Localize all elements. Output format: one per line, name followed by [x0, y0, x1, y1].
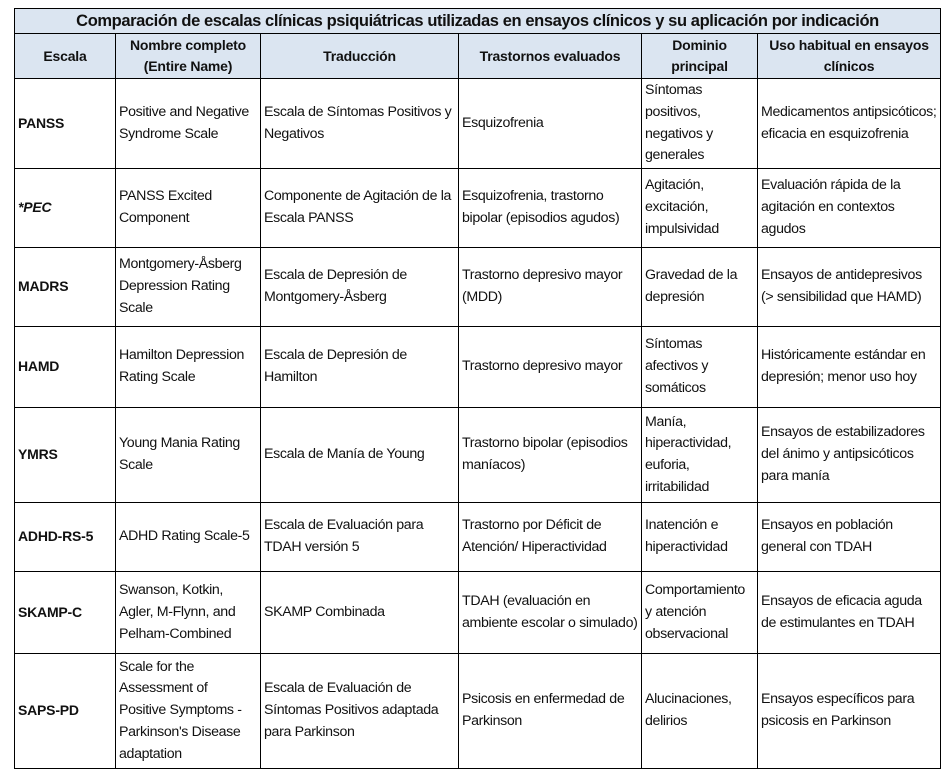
- cell-use: Ensayos específicos para psicosis en Parkinson: [758, 654, 941, 769]
- cell-full-name: Young Mania Rating Scale: [116, 408, 261, 503]
- cell-disorders: Trastorno por Déficit de Atención/ Hiperactividad: [459, 503, 642, 572]
- cell-use: Ensayos de estabilizadores del ánimo y antipsicóticos para manía: [758, 408, 941, 503]
- cell-scale: PANSS: [15, 79, 116, 169]
- cell-full-name: ADHD Rating Scale-5: [116, 503, 261, 572]
- cell-translation: Componente de Agitación de la Escala PANSS: [261, 169, 459, 248]
- cell-disorders: Esquizofrenia, trastorno bipolar (episodios agudos): [459, 169, 642, 248]
- header-scale: Escala: [15, 34, 116, 79]
- cell-full-name: Hamilton Depression Rating Scale: [116, 327, 261, 408]
- cell-translation: Escala de Evaluación para TDAH versión 5: [261, 503, 459, 572]
- cell-translation: Escala de Síntomas Positivos y Negativos: [261, 79, 459, 169]
- header-disorders: Trastornos evaluados: [459, 34, 642, 79]
- cell-scale: *PEC: [15, 169, 116, 248]
- cell-translation: Escala de Evaluación de Síntomas Positivos adaptada para Parkinson: [261, 654, 459, 769]
- cell-full-name: PANSS Excited Component: [116, 169, 261, 248]
- cell-disorders: Trastorno depresivo mayor: [459, 327, 642, 408]
- header-domain: Dominio principal: [642, 34, 758, 79]
- cell-scale: YMRS: [15, 408, 116, 503]
- cell-domain: Síntomas afectivos y somáticos: [642, 327, 758, 408]
- cell-use: Medicamentos antipsicóticos; eficacia en esquizofrenia: [758, 79, 941, 169]
- cell-full-name: Montgomery-Åsberg Depression Rating Scale: [116, 248, 261, 327]
- header-translation: Traducción: [261, 34, 459, 79]
- cell-domain: Manía, hiperactividad, euforia, irritabilidad: [642, 408, 758, 503]
- cell-use: Históricamente estándar en depresión; menor uso hoy: [758, 327, 941, 408]
- header-row: [15, 34, 941, 79]
- cell-scale: SKAMP-C: [15, 572, 116, 654]
- cell-scale: MADRS: [15, 248, 116, 327]
- title-row: [15, 9, 941, 34]
- cell-translation: SKAMP Combinada: [261, 572, 459, 654]
- table-row: [15, 327, 941, 408]
- cell-disorders: TDAH (evaluación en ambiente escolar o simulado): [459, 572, 642, 654]
- table-row: [15, 408, 941, 503]
- header-use: Uso habitual en ensayos clínicos: [758, 34, 941, 79]
- cell-scale: SAPS-PD: [15, 654, 116, 769]
- cell-domain: Síntomas positivos, negativos y generales: [642, 79, 758, 169]
- cell-translation: Escala de Depresión de Montgomery-Åsberg: [261, 248, 459, 327]
- cell-domain: Inatención e hiperactividad: [642, 503, 758, 572]
- cell-translation: Escala de Depresión de Hamilton: [261, 327, 459, 408]
- header-full-name: Nombre completo (Entire Name): [116, 34, 261, 79]
- scales-table-container: [14, 8, 940, 769]
- cell-translation: Escala de Manía de Young: [261, 408, 459, 503]
- table-row: [15, 654, 941, 769]
- cell-disorders: Esquizofrenia: [459, 79, 642, 169]
- cell-domain: Comportamiento y atención observacional: [642, 572, 758, 654]
- cell-use: Ensayos en población general con TDAH: [758, 503, 941, 572]
- table-row: [15, 169, 941, 248]
- cell-full-name: Scale for the Assessment of Positive Symptoms - Parkinson's Disease adaptation: [116, 654, 261, 769]
- scales-comparison-table: [14, 8, 941, 769]
- cell-disorders: Psicosis en enfermedad de Parkinson: [459, 654, 642, 769]
- table-row: [15, 503, 941, 572]
- table-row: [15, 572, 941, 654]
- cell-domain: Agitación, excitación, impulsividad: [642, 169, 758, 248]
- cell-use: Evaluación rápida de la agitación en contextos agudos: [758, 169, 941, 248]
- cell-disorders: Trastorno depresivo mayor (MDD): [459, 248, 642, 327]
- cell-use: Ensayos de antidepresivos (> sensibilidad que HAMD): [758, 248, 941, 327]
- cell-full-name: Positive and Negative Syndrome Scale: [116, 79, 261, 169]
- cell-disorders: Trastorno bipolar (episodios maníacos): [459, 408, 642, 503]
- cell-domain: Gravedad de la depresión: [642, 248, 758, 327]
- table-row: [15, 248, 941, 327]
- cell-scale: ADHD-RS-5: [15, 503, 116, 572]
- table-title: Comparación de escalas clínicas psiquiátricas utilizadas en ensayos clínicos y su aplicación por indicación: [15, 9, 941, 34]
- cell-scale: HAMD: [15, 327, 116, 408]
- cell-use: Ensayos de eficacia aguda de estimulantes en TDAH: [758, 572, 941, 654]
- table-row: [15, 79, 941, 169]
- cell-full-name: Swanson, Kotkin, Agler, M-Flynn, and Pelham-Combined: [116, 572, 261, 654]
- cell-domain: Alucinaciones, delirios: [642, 654, 758, 769]
